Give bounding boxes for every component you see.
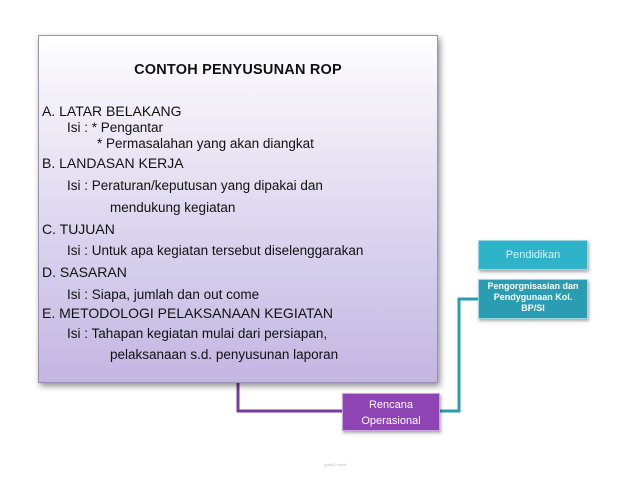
pendidikan-box [478,240,588,270]
rop-content-box [38,35,438,383]
section-heading-tujuan: C. TUJUAN [42,221,115,237]
rencana-line: Rencana [368,399,414,411]
section-heading-landasan-kerja: B. LANDASAN KERJA [42,155,184,171]
pengorganisasian-line: Pengorgnisasian dan [487,281,579,291]
section-line: Isi : Untuk apa kegiatan tersebut diselenggarakan [67,243,364,258]
section-heading-latar-belakang: A. LATAR BELAKANG [42,103,182,119]
pengorganisasian-line: BP/SI [521,303,545,313]
rencana-operasional-box [342,393,440,431]
footnote-text: sydel3 nenel [323,462,347,467]
box-title: CONTOH PENYUSUNAN ROP [134,62,342,78]
section-line: Isi : Peraturan/keputusan yang dipakai dan [67,178,323,193]
section-line: mendukung kegiatan [110,200,236,215]
section-line: * Permasalahan yang akan diangkat [97,136,314,151]
section-heading-metodologi: E. METODOLOGI PELAKSANAAN KEGIATAN [42,305,333,321]
section-line: Isi : * Pengantar [67,120,164,135]
section-line: pelaksanaan s.d. penyusunan laporan [110,347,339,362]
pengorganisasian-box [478,279,588,319]
pendidikan-label: Pendidikan [505,249,561,261]
rencana-line: Operasional [361,415,421,427]
pengorganisasian-line: Pendygunaan Kol. [493,292,573,302]
section-heading-sasaran: D. SASARAN [42,264,127,280]
section-line: Isi : Tahapan kegiatan mulai dari persiapan, [67,326,328,341]
connector-main-to-rencana [238,383,342,411]
connector-rencana-to-pengorganisasian [440,299,478,411]
section-line: Isi : Siapa, jumlah dan out come [67,287,260,302]
